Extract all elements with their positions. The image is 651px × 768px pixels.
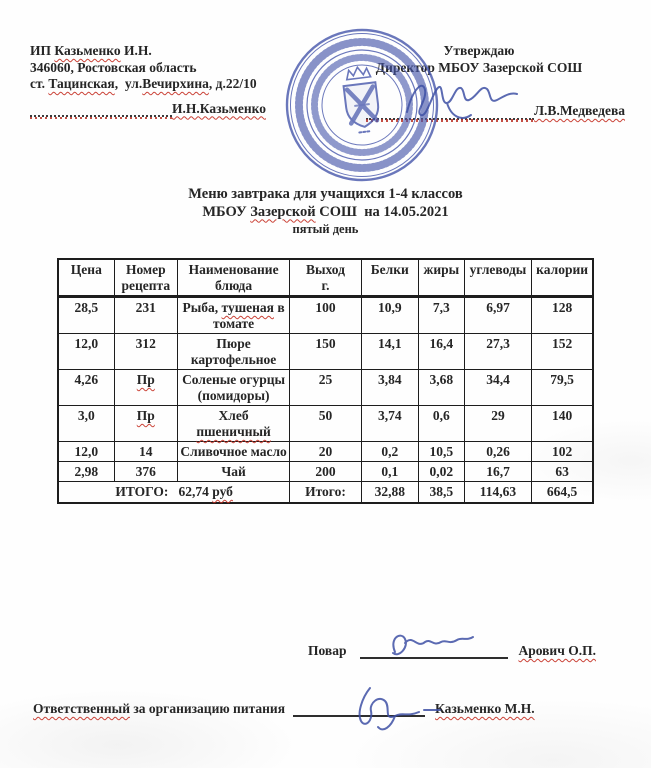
menu-table <box>57 258 594 504</box>
supplier-surname: Казьменко <box>54 43 121 58</box>
cell-price: 12,0 <box>58 334 114 370</box>
cell-recipe: 14 <box>114 442 177 462</box>
supplier-signature-line <box>30 101 266 118</box>
cell-fat: 0,6 <box>418 406 464 442</box>
col-header-recipe: Номер рецепта <box>114 259 177 297</box>
cell-carbs: 29 <box>464 406 531 442</box>
responsible-name: Казьменко М.Н. <box>435 701 535 716</box>
address-part: ст. <box>30 76 49 91</box>
cell-calories: 63 <box>532 462 593 482</box>
cell-recipe: Пр <box>114 370 177 406</box>
cell-output: 150 <box>290 334 361 370</box>
cell-protein: 3,84 <box>361 370 418 406</box>
cell-fat: 10,5 <box>418 442 464 462</box>
director-sign-name: Л.В.Медведева <box>534 103 625 118</box>
supplier-prefix: ИП <box>30 43 55 58</box>
title-part: МБОУ <box>202 203 251 220</box>
cell-protein: 0,2 <box>361 442 418 462</box>
cell-dish: Соленые огурцы (помидоры) <box>177 370 289 406</box>
title-school-name: Зазерской <box>250 203 316 220</box>
cell-calories: 102 <box>532 442 593 462</box>
supplier-details-block <box>30 43 266 117</box>
cell-fat: 7,3 <box>418 297 464 334</box>
cell-carbs: 27,3 <box>464 334 531 370</box>
table-row <box>58 370 593 406</box>
responsible-label: Ответственный за организацию питания <box>33 701 286 716</box>
cell-price: 4,26 <box>58 370 114 406</box>
cell-carbs: 16,7 <box>464 462 531 482</box>
cell-dish: Хлеб пшеничный <box>177 406 289 442</box>
cell-carbs: 0,26 <box>464 442 531 462</box>
col-header-protein: Белки <box>361 259 418 297</box>
total-carbs-cell: 114,63 <box>464 482 531 504</box>
cell-recipe: 231 <box>114 297 177 334</box>
col-header-carbs: углеводы <box>464 259 531 297</box>
cell-price: 2,98 <box>58 462 114 482</box>
table-total-row <box>58 482 593 504</box>
cell-recipe: Пр <box>114 406 177 442</box>
cell-recipe: 312 <box>114 334 177 370</box>
cell-output: 100 <box>290 297 361 334</box>
address-house: , д.22/10 <box>208 76 257 91</box>
cell-fat: 0,02 <box>418 462 464 482</box>
title-line-3: пятый день <box>292 222 359 236</box>
cell-output: 25 <box>290 370 361 406</box>
supplier-sign-name: И.Н.Казьменко <box>172 100 266 116</box>
table-header-row <box>58 259 593 297</box>
total-fat-cell: 38,5 <box>418 482 464 504</box>
table-row <box>58 406 593 442</box>
cell-protein: 10,9 <box>361 297 418 334</box>
document-title-block <box>0 186 651 239</box>
address-town: Тацинская <box>48 76 115 91</box>
total-protein-cell: 32,88 <box>361 482 418 504</box>
responsible-signature-icon <box>342 683 450 736</box>
cell-recipe: 376 <box>114 462 177 482</box>
col-header-fat: жиры <box>418 259 464 297</box>
cell-calories: 128 <box>532 297 593 334</box>
title-line-1: Меню завтрака для учащихся 1-4 классов <box>188 186 463 202</box>
table-row <box>58 442 593 462</box>
cell-output: 20 <box>290 442 361 462</box>
col-header-calories: калории <box>532 259 593 297</box>
cell-protein: 14,1 <box>361 334 418 370</box>
col-header-output: Выход г. <box>290 259 361 297</box>
address-street: Вечирхина <box>142 76 209 91</box>
cell-dish: Чай <box>177 462 289 482</box>
approval-director-line: Директор МБОУ Зазерской СОШ <box>375 59 583 75</box>
cell-dish: Рыба, тушеная в томате <box>177 297 289 334</box>
cook-name: Арович О.П. <box>518 643 596 658</box>
cell-price: 12,0 <box>58 442 114 462</box>
cell-calories: 79,5 <box>532 370 593 406</box>
col-header-price: Цена <box>58 259 114 297</box>
supplier-address-line <box>30 76 266 93</box>
table-row <box>58 462 593 482</box>
cell-dish: Сливочное масло <box>177 442 289 462</box>
col-header-dish: Наименование блюда <box>177 259 289 297</box>
cook-label: Повар <box>308 643 347 658</box>
total-calories-cell: 664,5 <box>532 482 593 504</box>
cell-dish: Пюре картофельное <box>177 334 289 370</box>
cell-protein: 3,74 <box>361 406 418 442</box>
cell-fat: 16,4 <box>418 334 464 370</box>
address-part: , ул. <box>114 76 143 91</box>
cell-price: 3,0 <box>58 406 114 442</box>
supplier-region-line: 346060, Ростовская область <box>30 59 197 75</box>
cell-protein: 0,1 <box>361 462 418 482</box>
cell-carbs: 6,97 <box>464 297 531 334</box>
cell-calories: 152 <box>532 334 593 370</box>
supplier-initials: И.Н. <box>120 43 152 58</box>
table-row <box>58 334 593 370</box>
cell-price: 28,5 <box>58 297 114 334</box>
supplier-name-line <box>30 43 266 60</box>
title-date-part: СОШ на 14.05.2021 <box>315 203 449 220</box>
table-row <box>58 297 593 334</box>
director-signature-icon <box>403 74 525 129</box>
title-line-2 <box>0 204 651 222</box>
signature-ruled-line <box>30 104 172 117</box>
cell-calories: 140 <box>532 406 593 442</box>
approval-word: Утверждаю <box>443 43 515 58</box>
cell-output: 200 <box>290 462 361 482</box>
total-output-label-cell: Итого: <box>290 482 361 504</box>
total-label-cell: ИТОГО: 62,74 руб <box>58 482 290 504</box>
cell-fat: 3,68 <box>418 370 464 406</box>
cell-output: 50 <box>290 406 361 442</box>
cell-carbs: 34,4 <box>464 370 531 406</box>
cook-signature-icon <box>383 628 479 669</box>
responsible-signature-row <box>33 701 535 717</box>
